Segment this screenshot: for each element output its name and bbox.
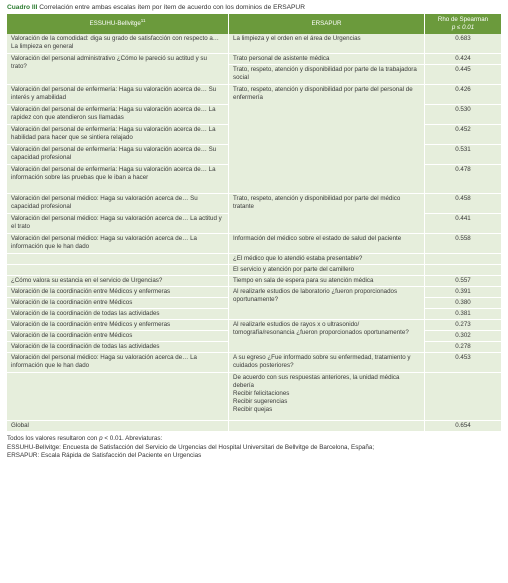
rho-cell: 0.273 — [425, 320, 501, 331]
rho-cell: 0.391 — [425, 287, 501, 298]
essuhu-cell: Valoración del personal médico: Haga su valoración acerca de… La información que le han dado — [7, 353, 229, 373]
rho-cell — [425, 373, 501, 421]
essuhu-cell: Valoración del personal médico: Haga su valoración acerca de… La actitud y el trato — [7, 214, 229, 234]
essuhu-cell: Valoración del personal de enfermería: Haga su valoración acerca de… La rapidez con que atendieron sus llamadas — [7, 105, 229, 125]
rho-cell — [425, 254, 501, 265]
table-row — [7, 421, 501, 432]
essuhu-cell: Valoración de la coordinación de todas las actividades — [7, 342, 229, 353]
essuhu-cell — [7, 373, 229, 421]
ersapur-cell: Trato, respeto, atención y disponibilidad por parte del personal de enfermería — [229, 85, 425, 194]
ersapur-cell: La limpieza y el orden en el área de Urgencias — [229, 34, 425, 54]
rho-cell: 0.558 — [425, 234, 501, 254]
essuhu-cell: Valoración del personal médico: Haga su valoración acerca de… Su capacidad profesional — [7, 194, 229, 214]
essuhu-cell: Valoración de la coordinación entre Médicos — [7, 331, 229, 342]
essuhu-cell: ¿Cómo valora su estancia en el servicio de Urgencias? — [7, 276, 229, 287]
rho-cell: 0.441 — [425, 214, 501, 234]
rho-cell — [425, 265, 501, 276]
table-row — [7, 85, 501, 105]
essuhu-cell: Valoración de la coordinación entre Médicos y enfermeras — [7, 320, 229, 331]
rho-cell: 0.445 — [425, 65, 501, 85]
table-row — [7, 34, 501, 54]
ersapur-cell — [229, 421, 425, 432]
footnote-line: ERSAPUR: Escala Rápida de Satisfacción del Paciente en Urgencias — [7, 452, 202, 459]
table-row — [7, 287, 501, 298]
essuhu-cell: Valoración del personal médico: Haga su valoración acerca de… La información que le han dado — [7, 234, 229, 254]
essuhu-cell — [7, 265, 229, 276]
ersapur-cell: Al realizarle estudios de laboratorio ¿fueron proporcionados oportunamente? — [229, 287, 425, 320]
rho-cell: 0.557 — [425, 276, 501, 287]
ersapur-cell: El servicio y atención por parte del camillero — [229, 265, 425, 276]
header-essuhu: ESSUHU-Bellvitge$^{11}$ — [7, 14, 229, 34]
essuhu-cell: Valoración de la coordinación entre Médicos y enfermeras — [7, 287, 229, 298]
ersapur-line: Recibir sugerencias — [233, 398, 288, 405]
rho-cell: 0.302 — [425, 331, 501, 342]
rho-cell: 0.458 — [425, 194, 501, 214]
table-row — [7, 254, 501, 265]
rho-cell: 0.531 — [425, 145, 501, 165]
essuhu-cell — [7, 254, 229, 265]
ersapur-cell: Información del médico sobre el estado de salud del paciente — [229, 234, 425, 254]
footnote-line: Todos los valores resultaron con p < 0.01. Abreviaturas: — [7, 435, 163, 442]
table-row — [7, 265, 501, 276]
essuhu-cell: Valoración de la coordinación entre Médicos — [7, 298, 229, 309]
rho-cell: 0.424 — [425, 54, 501, 65]
ersapur-line: De acuerdo con sus respuestas anteriores, la unidad médica debería — [233, 374, 400, 389]
rho-cell: 0.478 — [425, 165, 501, 194]
table-row — [7, 194, 501, 214]
ersapur-cell: Tiempo en sala de espera para su atención médica — [229, 276, 425, 287]
rho-cell: 0.381 — [425, 309, 501, 320]
ersapur-cell — [229, 373, 425, 421]
rho-cell: 0.380 — [425, 298, 501, 309]
table-row — [7, 276, 501, 287]
essuhu-cell: Valoración del personal de enfermería: Haga su valoración acerca de… La información sobre las pruebas que le iban a hacer — [7, 165, 229, 194]
table-footnotes — [7, 435, 501, 461]
header-ersapur: ERSAPUR — [229, 14, 425, 34]
header-rho: Rho de Spearman p ≤ 0.01 — [425, 14, 501, 34]
ersapur-cell: Trato, respeto, atención y disponibilidad por parte del médico tratante — [229, 194, 425, 234]
table-row — [7, 320, 501, 331]
table-container — [7, 3, 501, 461]
ersapur-line: Recibir felicitaciones — [233, 390, 290, 397]
table-row — [7, 353, 501, 373]
ersapur-cell: Trato, respeto, atención y disponibilidad por parte de la trabajadora social — [229, 65, 425, 85]
table-row — [7, 54, 501, 65]
rho-cell: 0.426 — [425, 85, 501, 105]
ersapur-cell: Trato personal de asistente médica — [229, 54, 425, 65]
ersapur-line: Recibir quejas — [233, 406, 273, 413]
rho-cell: 0.683 — [425, 34, 501, 54]
essuhu-cell: Valoración del personal administrativo ¿Cómo le pareció su actitud y su trato? — [7, 54, 229, 85]
rho-cell: 0.453 — [425, 353, 501, 373]
rho-cell: 0.654 — [425, 421, 501, 432]
footnote-line: ESSUHU-Bellvitge: Encuesta de Satisfacción del Servicio de Urgencias del Hospital Universitari de Bellvitge de Barcelona, España; — [7, 443, 375, 451]
essuhu-cell: Valoración de la comodidad: diga su grado de satisfacción con respecto a… La limpieza en general — [7, 34, 229, 54]
rho-cell: 0.530 — [425, 105, 501, 125]
caption-text: Correlación entre ambas escalas ítem por ítem de acuerdo con los dominios de ERSAPUR — [39, 4, 305, 11]
rho-cell: 0.278 — [425, 342, 501, 353]
table-row — [7, 234, 501, 254]
essuhu-cell: Valoración de la coordinación de todas las actividades — [7, 309, 229, 320]
essuhu-cell: Valoración del personal de enfermería: Haga su valoración acerca de… Su interés y amabilidad — [7, 85, 229, 105]
table-caption — [7, 3, 501, 14]
ersapur-cell: Al realizarle estudios de rayos x o ultrasonido/ tomografía/resonancia ¿fueron proporcionados oportunamente? — [229, 320, 425, 353]
essuhu-cell: Valoración del personal de enfermería: Haga su valoración acerca de… Su capacidad profesional — [7, 145, 229, 165]
correlation-table — [7, 14, 501, 432]
ersapur-cell: ¿El médico que lo atendió estaba presentable? — [229, 254, 425, 265]
table-row — [7, 373, 501, 421]
rho-cell: 0.452 — [425, 125, 501, 145]
essuhu-cell: Valoración del personal de enfermería: Haga su valoración acerca de… La habilidad para hacer que se sintiera relajado — [7, 125, 229, 145]
header-row — [7, 14, 501, 34]
essuhu-cell: Global — [7, 421, 229, 432]
caption-label: Cuadro III — [7, 4, 38, 11]
ersapur-cell: A su egreso ¿Fue informado sobre su enfermedad, tratamiento y cuidados posteriores? — [229, 353, 425, 373]
